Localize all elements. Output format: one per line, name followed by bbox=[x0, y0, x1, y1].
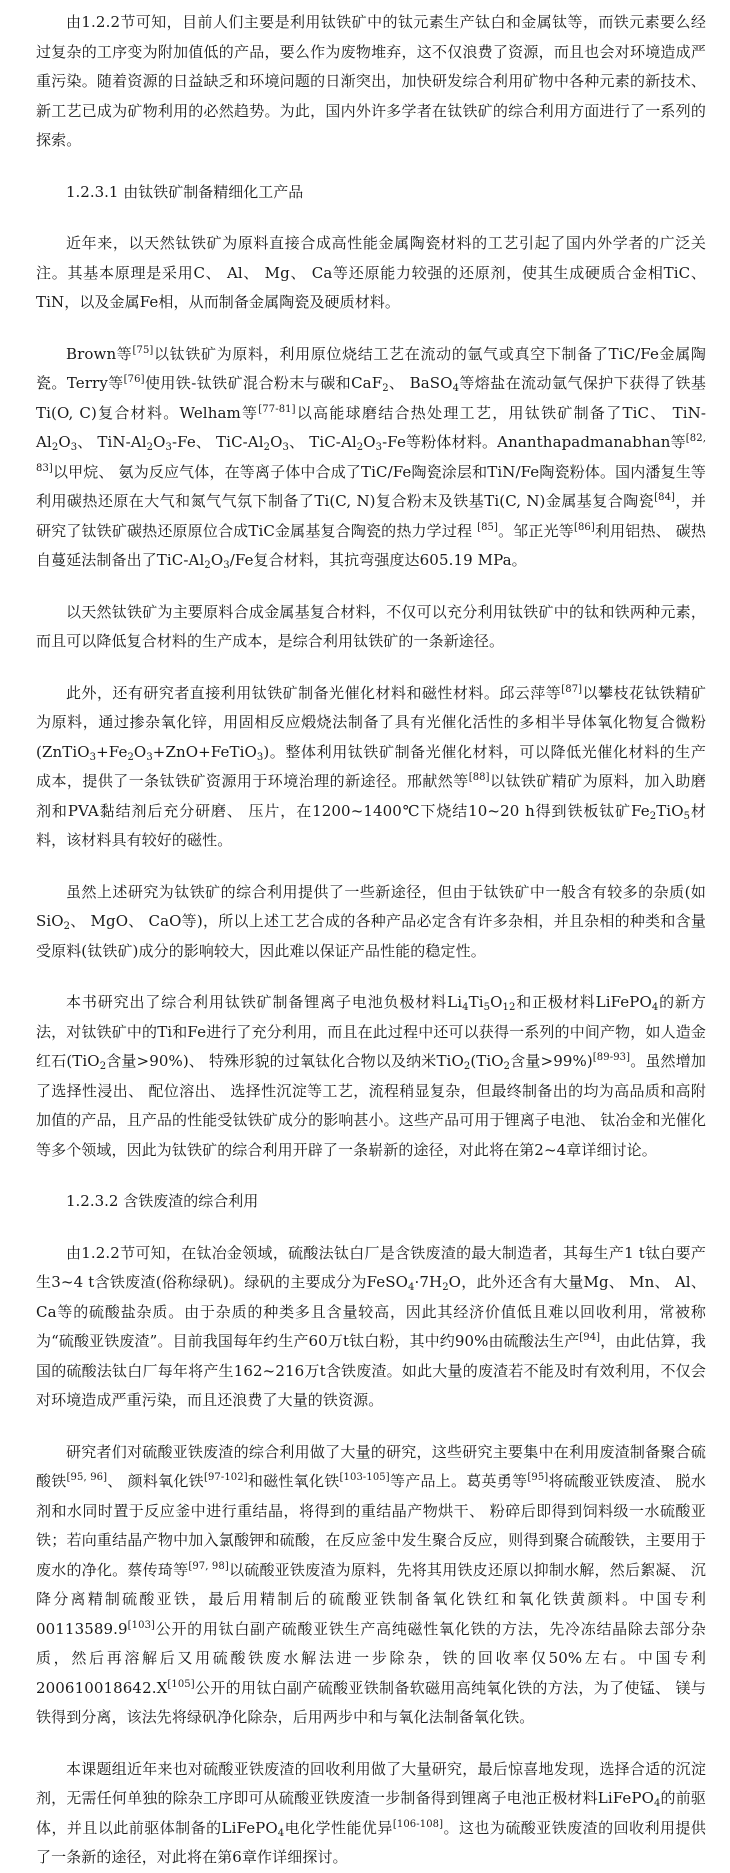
text-run: 、 颜料氧化铁 bbox=[107, 1472, 204, 1490]
text-run: O bbox=[270, 433, 283, 451]
text-run: +Fe bbox=[96, 742, 128, 761]
body-paragraph bbox=[36, 340, 706, 576]
subscript: 2 bbox=[99, 1061, 107, 1072]
text-run: 研究者们对硫酸亚铁废渣的综合利用做了大量的研究，这些研究主要集中在利用废渣制备聚合硫酸铁 bbox=[36, 1442, 706, 1490]
subscript: 4 bbox=[277, 1827, 285, 1839]
text-run: 将硫酸亚铁废渣、 脱水剂和水同时置于反应釜中进行重结晶，将得到的重结晶产物烘干、 粉碎后即得到饲料级一水硫酸亚铁；若向重结晶产物中加入氯酸钾和硫酸，在反应釜中发生聚合反应，则得到聚合硫酸铁，主要用于废水的净化。蔡传琦等 bbox=[36, 1472, 707, 1579]
text-run: -Fe、 TiC-Al bbox=[172, 433, 264, 451]
citation-ref: [89-93] bbox=[592, 1052, 631, 1063]
text-run: O bbox=[58, 433, 71, 451]
subscript: 3 bbox=[375, 442, 383, 453]
subscript: 3 bbox=[256, 751, 264, 763]
text-run: O bbox=[210, 551, 224, 569]
subscript: 2 bbox=[503, 1061, 511, 1072]
text-run: 。虽然增加了选择性浸出、 配位溶出、 选择性沉淀等工艺，流程稍显复杂，但最终制备出的均为高品质和高附加值的产品，且产品的性能受钛铁矿成分的影响甚小。这些产品可用于锂离子电池、 钛冶金和光催化等多个领域，因此为钛铁矿的综合利用开辟了一条崭新的途径，对此将在第2~4章详细讨论。 bbox=[36, 1052, 706, 1159]
text-run: 。邹正光等 bbox=[498, 521, 574, 540]
text-run: 的新方法，对钛铁矿中的Ti和Fe进行了充分利用，而且在此过程中还可以获得一系列的中间产物，如人造金红石(TiO bbox=[36, 993, 706, 1070]
text-run: 本课题组近年来也对硫酸亚铁废渣的回收利用做了大量研究，最后惊喜地发现，选择合适的沉淀剂，无需任何单独的除杂工序即可从硫酸亚铁废渣一步制备得到锂离子电池正极材料LiFePO bbox=[36, 1759, 706, 1807]
text-run: 等产品上。葛英勇等 bbox=[389, 1472, 528, 1490]
citation-ref: [82, 83] bbox=[36, 433, 706, 474]
subscript: 2 bbox=[463, 1061, 471, 1072]
citation-ref: [103] bbox=[127, 1619, 156, 1631]
body-paragraph bbox=[36, 679, 706, 856]
subscript: 2 bbox=[127, 751, 134, 763]
citation-ref: [103-105] bbox=[339, 1472, 390, 1483]
subscript: 3 bbox=[146, 751, 153, 763]
body-paragraph bbox=[36, 1239, 706, 1416]
citation-ref: [94] bbox=[579, 1332, 601, 1343]
citation-ref: [95] bbox=[527, 1472, 549, 1483]
body-paragraph bbox=[36, 229, 706, 318]
citation-ref: [95, 96] bbox=[66, 1472, 108, 1483]
subscript: 2 bbox=[356, 442, 364, 453]
subscript: 2 bbox=[263, 442, 271, 453]
subscript: 3 bbox=[70, 442, 78, 453]
text-run: 、 TiN-Al bbox=[77, 433, 147, 451]
text-run: 近年来，以天然钛铁矿为原料直接合成高性能金属陶瓷材料的工艺引起了国内外学者的广泛关注。其基本原理是采用C、 Al、 Mg、 Ca等还原能力较强的还原剂，使其生成硬质合金相TiC、 TiN，以及金属Fe相，从而制备金属陶瓷及硬质材料。 bbox=[36, 234, 706, 311]
text-run: O bbox=[153, 433, 166, 451]
subscript: 2 bbox=[649, 810, 657, 822]
text-run: (TiO bbox=[470, 1052, 504, 1070]
text-run: 以甲烷、 氨为反应气体，在等离子体中合成了TiC/Fe陶瓷涂层和TiN/Fe陶瓷粉体。国内潘复生等利用碳热还原在大气和氮气气氛下制备了Ti(C, N)复合粉末及铁基Ti(C, N)金属基复合陶瓷 bbox=[36, 462, 706, 510]
citation-ref: [75] bbox=[132, 344, 154, 356]
subscript: 3 bbox=[223, 560, 230, 571]
text-run: 等熔盐在流动氩气保护下获得了铁基Ti(O, C)复合材料。Welham等 bbox=[36, 374, 706, 422]
subscript: 12 bbox=[502, 1002, 516, 1013]
text-run: Ti bbox=[468, 993, 484, 1011]
subscript: 4 bbox=[653, 1798, 661, 1809]
text-run: 、 TiC-Al bbox=[288, 433, 357, 451]
text-run: ，并研究了钛铁矿碳热还原原位合成TiC金属基复合陶瓷的热力学过程 bbox=[36, 492, 706, 540]
text-run: O，此外还含有大量Mg、 Mn、 Al、 Ca等的硫酸盐杂质。由于杂质的种类多且含量较高，因此其经济价值低且难以回收利用，常被称为“硫酸亚铁废渣”。目前我国每年约生产60万t钛白粉，其中约90%由硫酸法生产 bbox=[36, 1273, 706, 1350]
body-paragraph bbox=[36, 1438, 706, 1733]
text-run: 使用铁-钛铁矿混合粉末与碳和CaF bbox=[144, 374, 383, 392]
text-run: 含量>90%)、 特殊形貌的过氧钛化合物以及纳米TiO bbox=[106, 1052, 464, 1070]
body-paragraph bbox=[36, 8, 706, 156]
text-run: ，由此估算，我国的硫酸法钛白厂每年将产生162~216万t含铁废渣。如此大量的废渣若不能及时有效利用，不仅会对环境造成严重污染，而且还浪费了大量的铁资源。 bbox=[36, 1332, 706, 1409]
subscript: 4 bbox=[408, 1282, 415, 1293]
citation-ref: [84] bbox=[654, 492, 676, 503]
subscript: 2 bbox=[442, 1282, 449, 1293]
text-run: 材料，该材料具有较好的磁性。 bbox=[36, 801, 706, 849]
text-run: 以天然钛铁矿为主要原料合成金属基复合材料，不仅可以充分利用钛铁矿中的钛和铁两种元素，而且可以降低复合材料的生产成本，是综合利用钛铁矿的一条新途径。 bbox=[36, 602, 706, 650]
subscript: 2 bbox=[146, 442, 154, 453]
text-run: 本书研究出了综合利用钛铁矿制备锂离子电池负极材料Li bbox=[66, 993, 463, 1011]
subscript: 3 bbox=[282, 442, 289, 453]
text-run: 由1.2.2节可知，在钛冶金领域，硫酸法钛白厂是含铁废渣的最大制造者，其每生产1 t钛白要产生3~4 t含铁废渣(俗称绿矾)。绿矾的主要成分为FeSO bbox=[36, 1243, 706, 1291]
text-run: Brown等 bbox=[66, 344, 133, 363]
text-run: 。这也为硫酸亚铁废渣的回收利用提供了一条新的途径，对此将在第6章作详细探讨。 bbox=[36, 1818, 707, 1866]
citation-ref: [76] bbox=[123, 374, 145, 385]
text-run: 以高能球磨结合热处理工艺，用钛铁矿制备了TiC、 TiN-Al bbox=[36, 403, 706, 451]
subscript: 2 bbox=[204, 560, 211, 571]
text-run: 和正极材料LiFePO bbox=[515, 993, 652, 1011]
text-run: 以硫酸亚铁废渣为原料，先将其用铁皮还原以抑制水解，然后絮凝、 沉降分离精制硫酸亚铁，最后用精制后的硫酸亚铁制备氧化铁红和氧化铁黄颜料。中国专利00113589.9 bbox=[36, 1560, 706, 1638]
text-run: O bbox=[363, 433, 376, 451]
text-run: 利用铝热、 碳热自蔓延法制备出了TiC-Al bbox=[36, 521, 706, 569]
body-paragraph bbox=[36, 598, 706, 657]
text-run: 的前驱体，并且以此前驱体制备的LiFePO bbox=[36, 1789, 706, 1837]
citation-ref: [77-81] bbox=[258, 403, 296, 415]
text-run: /Fe复合材料，其抗弯强度达605.19 MPa。 bbox=[229, 551, 527, 569]
citation-ref: [86] bbox=[573, 521, 595, 533]
text-run: 公开的用钛白副产硫酸亚铁制备软磁用高纯氧化铁的方法，为了使锰、 镁与铁得到分离，该法先将绿矾净化除杂，后用两步中和与氧化法制备氧化铁。 bbox=[36, 1678, 706, 1726]
text-run: O bbox=[490, 993, 503, 1011]
section-heading bbox=[40, 178, 706, 208]
text-run: 以钛铁矿为原料，利用原位烧结工艺在流动的氩气或真空下制备了TiC/Fe金属陶瓷。Terry等 bbox=[36, 344, 706, 392]
text-run: 、 BaSO bbox=[388, 374, 453, 392]
text-run: 1.2.3.1 由钛铁矿制备精细化工产品 bbox=[66, 182, 304, 201]
text-run: 公开的用钛白副产硫酸亚铁生产高纯磁性氧化铁的方法，先冷冻结晶除去部分杂质，然后再溶解后又用硫酸铁废水解法进一步除杂，铁的回收率仅50%左右。中国专利200610018642.X bbox=[36, 1619, 706, 1697]
body-paragraph bbox=[36, 988, 706, 1165]
subscript: 5 bbox=[683, 810, 691, 822]
text-run: 以攀枝花钛铁精矿为原料，通过掺杂氧化锌，用固相反应煅烧法制备了具有光催化活性的多相半导体氧化物复合微粉(ZnTiO bbox=[36, 683, 706, 761]
text-run: +ZnO+FeTiO bbox=[152, 742, 257, 761]
text-run: 以钛铁矿精矿为原料，加入助磨剂和PVA黏结剂后充分研磨、 压片，在1200~1400℃下烧结10~20 h得到铁板钛矿Fe bbox=[36, 772, 706, 820]
text-run: 此外，还有研究者直接利用钛铁矿制备光催化材料和磁性材料。邱云萍等 bbox=[66, 683, 562, 702]
text-run: -Fe等粉体材料。Ananthapadmanabhan等 bbox=[382, 433, 686, 451]
text-run: O bbox=[133, 742, 147, 761]
text-run: 1.2.3.2 含铁废渣的综合利用 bbox=[66, 1192, 259, 1210]
citation-ref: [105] bbox=[167, 1678, 195, 1690]
citation-ref: [106-108] bbox=[392, 1818, 444, 1830]
citation-ref: [97, 98] bbox=[188, 1560, 229, 1572]
text-run: 由1.2.2节可知，目前人们主要是利用钛铁矿中的钛元素生产钛白和金属钛等，而铁元素要么经过复杂的工序变为附加值低的产品，要么作为废物堆弃，这不仅浪费了资源，而且也会对环境造成严重污染。随着资源的日益缺乏和环境问题的日渐突出，加快研发综合利用矿物中各种元素的新技术、新工艺已成为矿物利用的必然趋势。为此，国内外许多学者在钛铁矿的综合利用方面进行了一系列的探索。 bbox=[36, 13, 706, 149]
subscript: 3 bbox=[165, 442, 172, 453]
text-run: 和磁性氧化铁 bbox=[247, 1472, 340, 1490]
text-run: 、 MgO、 CaO等)，所以上述工艺合成的各种产品必定含有许多杂相，并且杂相的种类和含量受原料(钛铁矿)成分的影响较大，因此难以保证产品性能的稳定性。 bbox=[36, 912, 706, 960]
subscript: 2 bbox=[382, 383, 389, 394]
section-heading bbox=[40, 1187, 706, 1217]
citation-ref: [88] bbox=[468, 772, 490, 783]
subscript: 3 bbox=[89, 751, 97, 763]
body-paragraph bbox=[36, 878, 706, 967]
subscript: 4 bbox=[651, 1002, 659, 1013]
text-run: 虽然上述研究为钛铁矿的综合利用提供了一些新途径，但由于钛铁矿中一般含有较多的杂质(如SiO bbox=[36, 882, 706, 930]
body-paragraph bbox=[36, 1755, 706, 1873]
citation-ref: [97-102] bbox=[203, 1472, 248, 1483]
citation-ref: [85] bbox=[477, 521, 499, 533]
text-run: )。整体利用钛铁矿制备光催化材料，可以降低光催化材料的生产成本，提供了一条钛铁矿资源用于环境治理的新途径。邢献然等 bbox=[36, 742, 706, 790]
text-run: 电化学性能优异 bbox=[284, 1818, 393, 1837]
subscript: 5 bbox=[483, 1002, 491, 1013]
subscript: 2 bbox=[51, 442, 59, 453]
text-run: ·7H bbox=[414, 1273, 443, 1291]
subscript: 4 bbox=[452, 383, 460, 394]
text-run: TiO bbox=[656, 801, 684, 820]
citation-ref: [87] bbox=[561, 683, 583, 695]
text-run: 含量>99%) bbox=[510, 1052, 593, 1070]
subscript: 4 bbox=[462, 1002, 469, 1013]
subscript: 2 bbox=[63, 921, 71, 932]
